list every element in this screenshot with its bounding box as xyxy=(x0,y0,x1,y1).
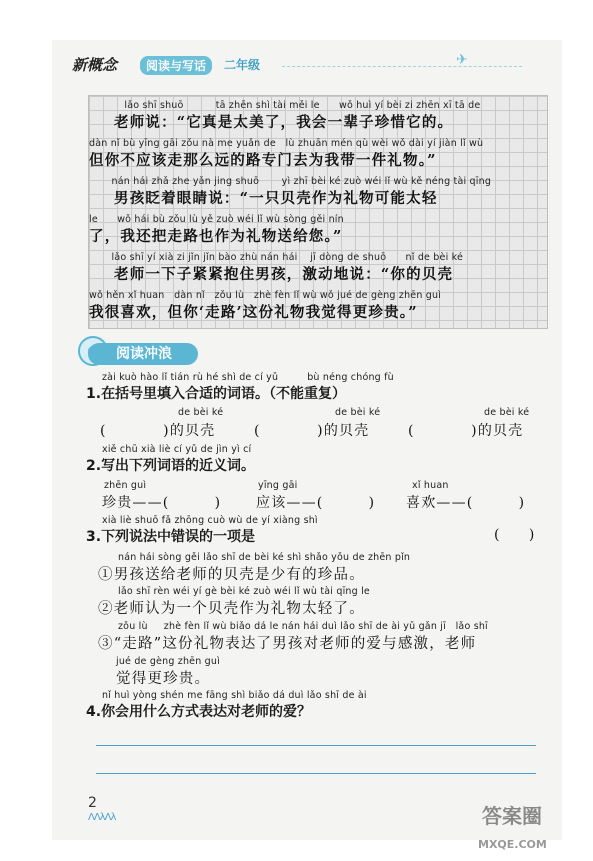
q2-blank-3[interactable]: 喜欢——( ) xyxy=(406,495,526,511)
q2-blank-2[interactable]: 应该——( ) xyxy=(256,495,376,511)
q1-item-pinyin: de bèi ké xyxy=(484,407,530,418)
q4-text: 你会用什么方式表达对老师的爱？ xyxy=(101,704,312,720)
q1-blank-1[interactable]: ( )的贝壳 xyxy=(100,423,216,439)
passage-line xyxy=(89,290,547,322)
q3-answer-blank[interactable]: ( ) xyxy=(494,527,536,543)
option-pinyin: jué de gèng zhēn guì xyxy=(116,656,220,667)
q2-number: 2. xyxy=(86,458,102,474)
hanzi-line: 了，我还把走路也作为礼物送给您。” xyxy=(89,228,343,245)
option-pinyin: zǒu lù zhè fèn lǐ wù biǎo dá le nán hái duì lǎo shī de ài yǔ gǎn jī lǎo shī xyxy=(118,621,488,632)
question-3 xyxy=(86,515,556,546)
q3-option-3[interactable] xyxy=(98,621,488,653)
passage-line xyxy=(89,214,547,246)
hanzi-line: 老师说：“它真是太美了，我会一辈子珍惜它的。 xyxy=(89,114,454,131)
q1-blank-3[interactable]: ( )的贝壳 xyxy=(408,423,524,439)
pinyin-line: lǎo shī shuō tā zhēn shì tài měi le wǒ huì yí bèi zi zhēn xī tā de xyxy=(89,100,481,111)
q3-text: 下列说法中错误的一项是 xyxy=(101,529,256,545)
answer-line[interactable] xyxy=(96,745,536,746)
option-text: 觉得更珍贵。 xyxy=(116,671,211,687)
question-2 xyxy=(86,444,556,475)
pinyin-line: le wǒ hái bù zǒu lù yě zuò wéi lǐ wù sòng gěi nín xyxy=(89,214,344,225)
q3-option-2[interactable] xyxy=(98,586,370,618)
grass-icon: ΛΛλΛλ xyxy=(88,812,116,823)
series-title: 阅读与写话 xyxy=(140,56,212,75)
q1-text: 在括号里填入合适的词语。（不能重复） xyxy=(101,386,347,402)
q1-pinyin: zài kuò hào lǐ tián rù hé shì de cí yǔ bù néng chóng fù xyxy=(102,372,394,383)
q1-item-pinyin: de bèi ké xyxy=(335,407,381,418)
q3-number: 3. xyxy=(86,529,102,545)
q3-pinyin: xià liè shuō fǎ zhōng cuò wù de yí xiàng shì xyxy=(102,515,318,526)
question-4 xyxy=(86,690,556,721)
pinyin-line: wǒ hěn xǐ huan dàn nǐ zǒu lù zhè fèn lǐ wù wǒ jué de gèng zhēn guì xyxy=(89,290,442,301)
watermark-url: MXQE.COM xyxy=(478,838,547,851)
option-pinyin: nán hái sòng gěi lǎo shī de bèi ké shì shǎo yǒu de zhēn pǐn xyxy=(118,552,411,563)
q1-number: 1. xyxy=(86,386,102,402)
passage-grid-box xyxy=(88,95,548,329)
q1-blank-2[interactable]: ( )的贝壳 xyxy=(254,423,370,439)
brand-logo: 新概念 xyxy=(72,56,118,74)
pinyin-line: lǎo shī yí xià zi jǐn jǐn bào zhù nán hái jī dòng de shuō nǐ de bèi ké xyxy=(89,252,464,263)
option-pinyin: lǎo shī rèn wéi yí gè bèi ké zuò wéi lǐ wù tài qīng le xyxy=(118,586,370,597)
hanzi-line: 但你不应该走那么远的路专门去为我带一件礼物。” xyxy=(89,152,437,169)
passage-line xyxy=(89,100,547,132)
hanzi-line: 老师一下子紧紧抱住男孩，激动地说：“你的贝壳 xyxy=(89,266,454,283)
pinyin-line: dàn nǐ bù yīng gāi zǒu nà me yuǎn de lù zhuān mén qù wèi wǒ dài yí jiàn lǐ wù xyxy=(89,138,484,149)
q2-item-pinyin: yīng gāi xyxy=(258,480,298,491)
q4-pinyin: nǐ huì yòng shén me fāng shì biǎo dá duì lǎo shī de ài xyxy=(102,690,367,701)
q2-blank-1[interactable]: 珍贵——( ) xyxy=(102,495,222,511)
hanzi-line: 我很喜欢，但你‘走路’这份礼物我觉得更珍贵。” xyxy=(89,304,418,321)
option-text: ③“走路”这份礼物表达了男孩对老师的爱与感激，老师 xyxy=(98,636,477,652)
grade-label: 二年级 xyxy=(224,58,261,72)
q1-item-pinyin: de bèi ké xyxy=(178,407,224,418)
page-header xyxy=(72,52,552,80)
q2-item-pinyin: zhēn guì xyxy=(104,480,147,491)
option-text: ②老师认为一个贝壳作为礼物太轻了。 xyxy=(98,601,365,617)
question-1 xyxy=(86,372,556,403)
hanzi-line: 男孩眨着眼睛说：“一只贝壳作为礼物可能太轻 xyxy=(89,190,438,207)
passage-line xyxy=(89,252,547,284)
passage-line xyxy=(89,138,547,170)
passage-line xyxy=(89,176,547,208)
bird-icon: ✈ xyxy=(456,52,468,68)
q2-item-pinyin: xǐ huan xyxy=(412,480,449,491)
answer-line[interactable] xyxy=(96,773,536,774)
header-wave-decoration xyxy=(282,66,522,75)
q3-option-3-continued xyxy=(116,656,220,688)
page-number: 2 xyxy=(88,795,97,811)
q3-option-1[interactable] xyxy=(98,552,410,584)
option-text: ①男孩送给老师的贝壳是少有的珍品。 xyxy=(98,567,365,583)
pinyin-line: nán hái zhǎ zhe yǎn jing shuō yì zhī bèi ké zuò wéi lǐ wù kě néng tài qīng xyxy=(89,176,492,187)
q2-text: 写出下列词语的近义词。 xyxy=(101,458,256,474)
section-title: 阅读冲浪 xyxy=(88,343,198,365)
q4-number: 4. xyxy=(86,704,102,720)
watermark-logo: 答案圈 xyxy=(482,804,542,828)
q2-pinyin: xiě chū xià liè cí yǔ de jìn yì cí xyxy=(102,444,252,455)
